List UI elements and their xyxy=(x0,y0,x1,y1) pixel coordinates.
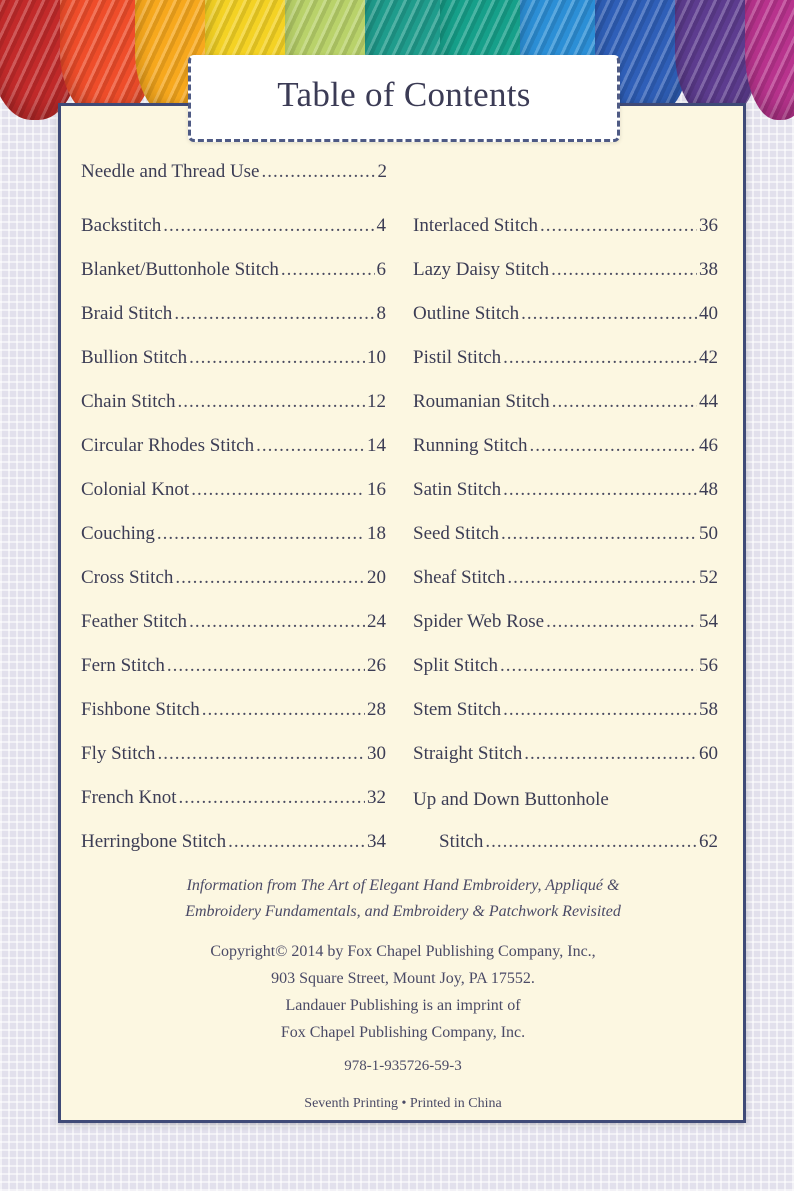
dot-leader xyxy=(546,611,697,633)
toc-entry[interactable] xyxy=(413,391,718,417)
toc-entry-page: 6 xyxy=(376,259,386,280)
toc-entry-label: Blanket/Buttonhole Stitch xyxy=(81,259,279,280)
toc-entry-label: Fishbone Stitch xyxy=(81,699,200,720)
toc-entry[interactable] xyxy=(413,567,718,593)
dot-leader xyxy=(530,435,697,457)
toc-entry[interactable] xyxy=(413,743,718,769)
toc-entry-label: Circular Rhodes Stitch xyxy=(81,435,255,456)
toc-entry-label: Bullion Stitch xyxy=(81,347,188,368)
toc-entry[interactable] xyxy=(81,479,386,505)
dot-leader xyxy=(189,611,365,633)
toc-entry[interactable] xyxy=(81,435,386,461)
dot-leader xyxy=(157,743,365,765)
toc-entry[interactable] xyxy=(81,831,386,857)
toc-entry[interactable] xyxy=(413,699,718,725)
printing-note: Seventh Printing • Printed in China xyxy=(304,1096,502,1111)
toc-entry-page: 62 xyxy=(699,831,718,852)
toc-entry-label: Interlaced Stitch xyxy=(413,215,539,236)
toc-entry-page: 46 xyxy=(699,435,718,456)
toc-entry-page: 48 xyxy=(699,479,718,500)
toc-entry-label: Outline Stitch xyxy=(413,303,520,324)
info-line: Information from The Art of Elegant Hand Embroidery, Appliqué & xyxy=(186,877,620,894)
dot-leader xyxy=(540,215,697,237)
toc-entry-label: Spider Web Rose xyxy=(413,611,545,632)
toc-entry-page: 44 xyxy=(699,391,718,412)
toc-entry-label: Cross Stitch xyxy=(81,567,174,588)
dot-leader xyxy=(501,523,697,545)
toc-entry-page: 4 xyxy=(376,215,386,236)
toc-entry[interactable] xyxy=(81,391,386,417)
dot-leader xyxy=(177,391,365,413)
dot-leader xyxy=(503,699,697,721)
toc-entry[interactable] xyxy=(81,303,386,329)
toc-entry-label: Stem Stitch xyxy=(413,699,502,720)
toc-entry[interactable] xyxy=(81,259,386,285)
toc-entry-page: 40 xyxy=(699,303,718,324)
toc-entry[interactable] xyxy=(81,655,386,681)
dot-leader xyxy=(503,479,697,501)
toc-entry-page: 42 xyxy=(699,347,718,368)
copyright-line: 903 Square Street, Mount Joy, PA 17552. xyxy=(271,970,535,987)
toc-entry-label: Sheaf Stitch xyxy=(413,567,506,588)
toc-entry-label: Braid Stitch xyxy=(81,303,173,324)
toc-entry-label: Pistil Stitch xyxy=(413,347,502,368)
page-title: Table of Contents xyxy=(277,75,531,114)
copyright-line: Copyright© 2014 by Fox Chapel Publishing Company, Inc., xyxy=(210,943,596,960)
dot-leader xyxy=(262,161,376,183)
toc-entry[interactable] xyxy=(413,303,718,329)
source-information xyxy=(80,873,726,925)
dot-leader xyxy=(202,699,365,721)
toc-entry[interactable] xyxy=(81,743,386,769)
toc-entry[interactable] xyxy=(81,611,386,637)
toc-entry-label: Split Stitch xyxy=(413,655,498,676)
toc-entry-label-line1[interactable]: Up and Down Buttonhole xyxy=(413,789,609,810)
toc-entry-page: 18 xyxy=(367,523,386,544)
toc-entry-page: 56 xyxy=(699,655,718,676)
toc-entry-page: 52 xyxy=(699,567,718,588)
toc-entry[interactable] xyxy=(81,567,386,593)
toc-entry[interactable] xyxy=(81,787,386,813)
toc-entry-page: 54 xyxy=(699,611,718,632)
toc-entry-label: Colonial Knot xyxy=(81,479,190,500)
toc-entry-page: 16 xyxy=(367,479,386,500)
toc-entry-label: Lazy Daisy Stitch xyxy=(413,259,550,280)
toc-entry-page: 36 xyxy=(699,215,718,236)
toc-entry-page: 30 xyxy=(367,743,386,764)
dot-leader xyxy=(485,831,697,853)
toc-entry[interactable] xyxy=(413,655,718,681)
info-line: Embroidery Fundamentals, and Embroidery & Patchwork Revisited xyxy=(185,903,621,920)
toc-entry-label: Fern Stitch xyxy=(81,655,165,676)
dot-leader xyxy=(507,567,697,589)
dot-leader xyxy=(191,479,365,501)
copyright-line: Fox Chapel Publishing Company, Inc. xyxy=(280,1024,526,1041)
toc-entry-label: Satin Stitch xyxy=(413,479,502,500)
toc-entry[interactable] xyxy=(413,479,718,505)
dot-leader xyxy=(281,259,375,281)
toc-entry-page: 20 xyxy=(367,567,386,588)
dot-leader xyxy=(551,259,697,281)
copyright-block xyxy=(80,938,726,1046)
dot-leader xyxy=(524,743,697,765)
dot-leader xyxy=(521,303,697,325)
toc-entry-page: 12 xyxy=(367,391,386,412)
toc-entry-label: Fly Stitch xyxy=(81,743,156,764)
toc-entry-up-and-down-buttonhole[interactable] xyxy=(439,831,718,857)
copyright-line: Landauer Publishing is an imprint of xyxy=(285,997,521,1014)
toc-entry-label-line2: Stitch xyxy=(439,831,484,852)
toc-entry-page: 28 xyxy=(367,699,386,720)
toc-entry[interactable] xyxy=(413,435,718,461)
toc-entry-page: 24 xyxy=(367,611,386,632)
toc-entry[interactable] xyxy=(413,259,718,285)
dot-leader xyxy=(500,655,697,677)
toc-entry-page: 50 xyxy=(699,523,718,544)
toc-entry-label: Needle and Thread Use xyxy=(81,161,260,182)
toc-entry[interactable] xyxy=(413,347,718,373)
dot-leader xyxy=(503,347,697,369)
toc-entry-page: 8 xyxy=(376,303,386,324)
toc-entry-label: Seed Stitch xyxy=(413,523,500,544)
toc-entry[interactable] xyxy=(81,699,386,725)
toc-entry-page: 26 xyxy=(367,655,386,676)
dot-leader xyxy=(175,567,365,589)
toc-entry-label: French Knot xyxy=(81,787,177,808)
toc-entry[interactable] xyxy=(413,611,718,637)
dot-leader xyxy=(179,787,365,809)
toc-entry-label: Backstitch xyxy=(81,215,162,236)
dot-leader xyxy=(174,303,374,325)
toc-entry-page: 14 xyxy=(367,435,386,456)
toc-entry[interactable] xyxy=(81,523,386,549)
dot-leader xyxy=(552,391,697,413)
isbn: 978-1-935726-59-3 xyxy=(344,1058,462,1074)
toc-entry-page: 60 xyxy=(699,743,718,764)
toc-entry-page: 32 xyxy=(367,787,386,808)
dot-leader xyxy=(163,215,374,237)
toc-entry-page: 34 xyxy=(367,831,386,852)
toc-entry[interactable] xyxy=(413,215,718,241)
toc-entry[interactable] xyxy=(81,347,386,373)
toc-entry-label: Chain Stitch xyxy=(81,391,176,412)
toc-entry-label: Feather Stitch xyxy=(81,611,188,632)
dot-leader xyxy=(157,523,365,545)
toc-entry-page: 10 xyxy=(367,347,386,368)
toc-entry-page: 38 xyxy=(699,259,718,280)
toc-entry-needle-and-thread-use[interactable] xyxy=(81,161,387,187)
toc-entry-label: Herringbone Stitch xyxy=(81,831,227,852)
dot-leader xyxy=(256,435,365,457)
toc-entry-label: Roumanian Stitch xyxy=(413,391,550,412)
toc-entry-label: Straight Stitch xyxy=(413,743,523,764)
toc-entry-page: 2 xyxy=(377,161,387,182)
toc-entry[interactable] xyxy=(81,215,386,241)
toc-entry[interactable] xyxy=(413,523,718,549)
toc-entry-label: Running Stitch xyxy=(413,435,528,456)
dot-leader xyxy=(167,655,365,677)
toc-entry-page: 58 xyxy=(699,699,718,720)
toc-entry-label: Couching xyxy=(81,523,155,544)
dot-leader xyxy=(189,347,365,369)
dot-leader xyxy=(228,831,365,853)
